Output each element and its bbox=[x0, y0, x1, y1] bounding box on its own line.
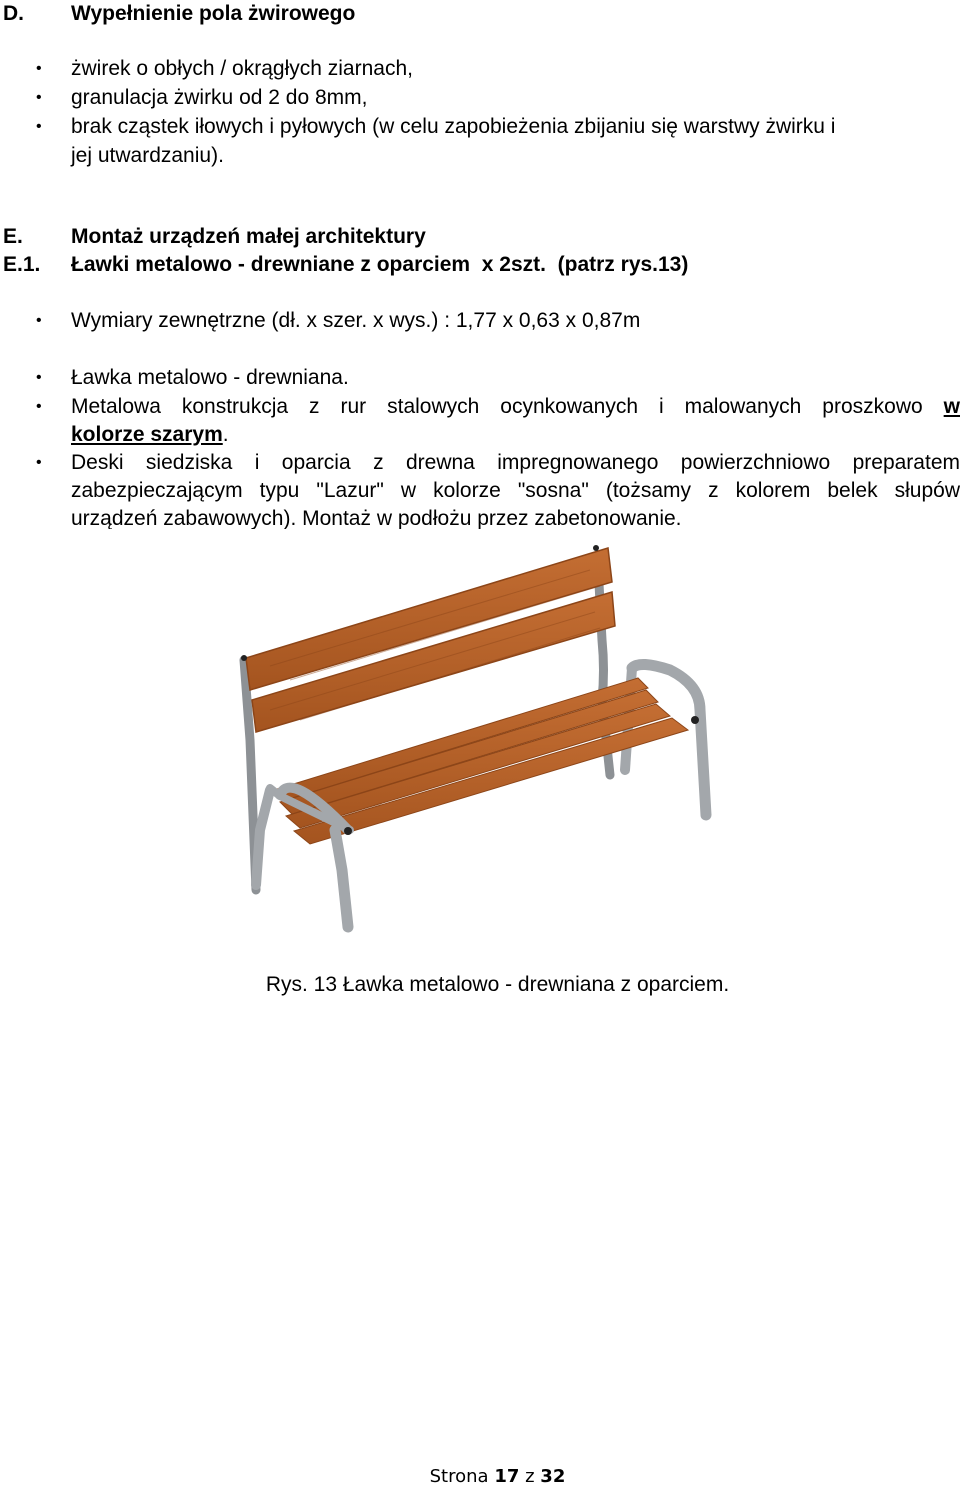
list-item: Deski siedziska i oparcia z drewna impregnowanego powierzchniowo preparatem bbox=[71, 451, 960, 474]
section-e-title: Montaż urządzeń małej architektury bbox=[71, 225, 426, 248]
list-item-text: Metalowa konstrukcja z rur stalowych ocynkowanych i malowanych proszkowo bbox=[71, 395, 923, 418]
underlined-text: kolorze szarym bbox=[71, 423, 223, 446]
section-d-title: Wypełnienie pola żwirowego bbox=[71, 2, 356, 25]
bolt bbox=[691, 716, 699, 724]
list-item: brak cząstek iłowych i pyłowych (w celu zapobieżenia zbijaniu się warstwy żwirku i bbox=[71, 115, 836, 138]
bullet-icon: • bbox=[36, 312, 42, 329]
bench-illustration bbox=[230, 540, 730, 940]
dimensions-text: Wymiary zewnętrzne (dł. x szer. x wys.) : 1,77 x 0,63 x 0,87m bbox=[71, 309, 641, 332]
bolt bbox=[344, 827, 352, 835]
list-item-continuation: jej utwardzaniu). bbox=[71, 144, 224, 167]
bullet-icon: • bbox=[36, 398, 42, 415]
section-e1-number: E.1. bbox=[3, 253, 41, 276]
section-e1-title: Ławki metalowo - drewniane z oparciem x 2szt. (patrz rys.13) bbox=[71, 253, 689, 276]
front-left-leg bbox=[256, 790, 270, 885]
list-item bbox=[71, 395, 960, 419]
section-e-number: E. bbox=[3, 225, 23, 248]
underlined-text: w bbox=[943, 395, 960, 418]
list-item-continuation-clipped bbox=[71, 507, 960, 529]
bullet-icon: • bbox=[36, 118, 42, 135]
total-pages: 32 bbox=[540, 1466, 566, 1487]
page-label: Strona bbox=[429, 1466, 489, 1487]
bolt bbox=[593, 545, 599, 551]
page-footer bbox=[0, 1466, 960, 1488]
list-item-text: urządzeń zabawowych). Montaż w podłożu przez zabetonowanie. bbox=[71, 507, 682, 529]
bullet-icon: • bbox=[36, 89, 42, 106]
bolt bbox=[241, 655, 247, 661]
list-item-continuation bbox=[71, 423, 229, 447]
bullet-icon: • bbox=[36, 369, 42, 386]
front-left-leg-2 bbox=[335, 830, 348, 927]
punctuation: . bbox=[222, 423, 229, 446]
list-item: żwirek o obłych / okrągłych ziarnach, bbox=[71, 57, 413, 80]
page-separator: z bbox=[525, 1466, 535, 1487]
figure-caption: Rys. 13 Ławka metalowo - drewniana z oparciem. bbox=[265, 973, 730, 996]
section-d-number: D. bbox=[3, 2, 24, 25]
list-item: Ławka metalowo - drewniana. bbox=[71, 366, 349, 389]
bullet-icon: • bbox=[36, 60, 42, 77]
bullet-icon: • bbox=[36, 454, 42, 471]
current-page: 17 bbox=[494, 1466, 520, 1487]
list-item: granulacja żwirku od 2 do 8mm, bbox=[71, 86, 368, 109]
list-item-continuation: zabezpieczającym typu "Lazur" w kolorze "sosna" (tożsamy z kolorem belek słupów bbox=[71, 479, 960, 502]
